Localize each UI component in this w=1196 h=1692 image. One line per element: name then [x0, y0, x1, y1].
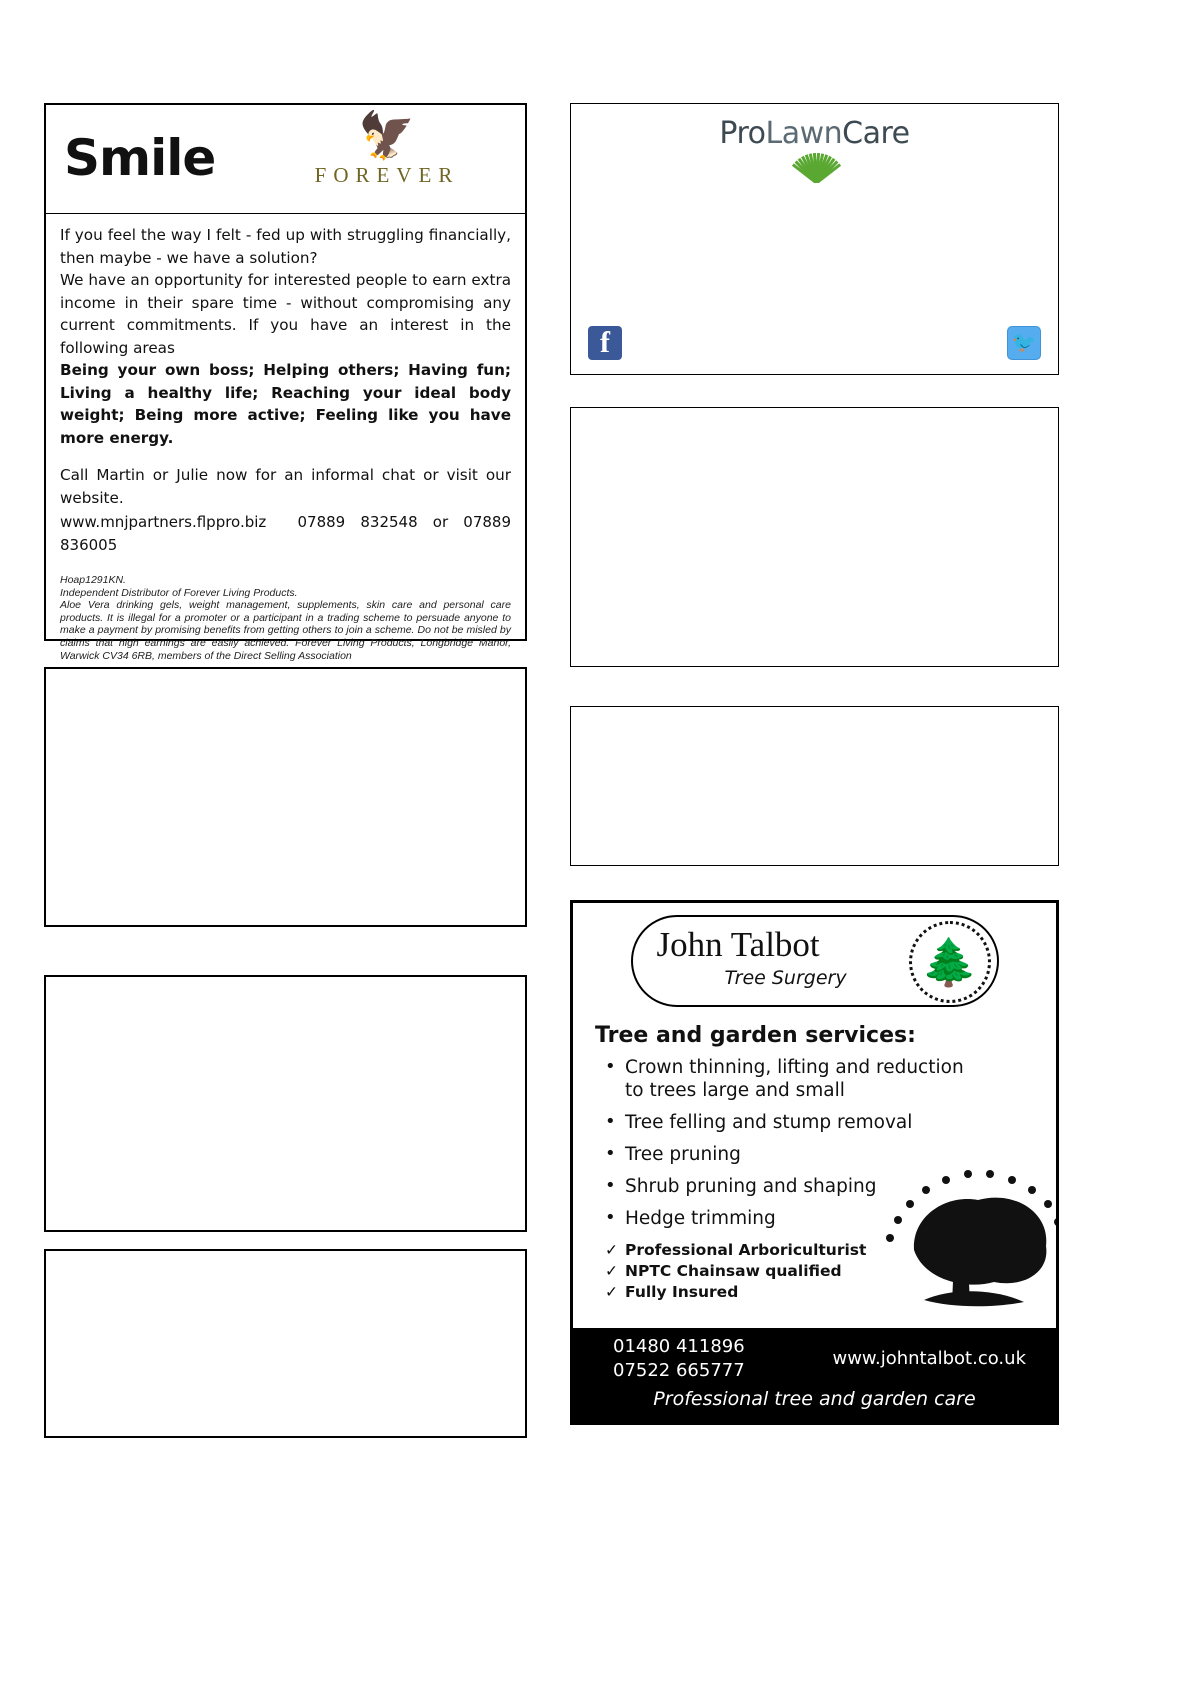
smile-smallprint-body: Aloe Vera drinking gels, weight management, supplements, skin care and personal care products. It is illegal for a promoter or a participant in a trading scheme to persuade anyone to make a payment by promising benefits from getting others to join a scheme. Do not be misled by claims that high earnings are easily achieved. Forever Living Products, Longbridge Manor, Warwick CV34 6RB, members of the Direct Selling Association — [60, 599, 511, 662]
talbot-services-heading: Tree and garden services: — [595, 1023, 916, 1048]
smile-paragraph-1: If you feel the way I felt - fed up with struggling financially, then maybe - we have a solution? — [60, 226, 511, 267]
smile-paragraph-3: Being your own boss; Helping others; Having fun; Living a healthy life; Reaching your ideal body weight; Being more active; Feeling like you have more energy. — [60, 361, 511, 447]
john-talbot-subtitle: Tree Surgery — [724, 967, 847, 989]
grass-fan-icon — [704, 153, 926, 183]
prolawncare-word-care: Care — [842, 116, 910, 151]
talbot-phone-landline: 01480 411896 — [613, 1336, 745, 1357]
smile-paragraph-4: Call Martin or Julie now for an informal chat or visit our website. — [60, 466, 511, 507]
smile-paragraph-2: We have an opportunity for interested people to earn extra income in their spare time - without compromising any current commitments. If you have an interest in the following areas — [60, 271, 511, 357]
smile-title: Smile — [64, 129, 216, 187]
tree-in-circle-icon: 🌲 — [909, 921, 991, 1003]
advert-placeholder-left-1 — [44, 667, 527, 927]
prolawncare-logo — [704, 116, 926, 183]
list-item: ✓ NPTC Chainsaw qualified — [603, 1261, 1056, 1282]
smile-website[interactable]: www.mnjpartners.flppro.biz — [60, 513, 267, 531]
smile-header — [46, 105, 525, 214]
list-item: • Shrub pruning and shaping — [603, 1175, 985, 1198]
talbot-slogan: Professional tree and garden care — [653, 1388, 976, 1410]
facebook-icon[interactable]: f — [588, 326, 622, 360]
talbot-services-list — [603, 1056, 1056, 1230]
advert-placeholder-right-1 — [570, 407, 1059, 667]
talbot-credentials-list — [603, 1240, 1056, 1303]
list-item: • Tree felling and stump removal — [603, 1111, 985, 1134]
smile-phones: 07889 832548 or 07889 836005 — [60, 513, 511, 554]
advert-placeholder-left-2 — [44, 975, 527, 1232]
smile-smallprint-line1: Independent Distributor of Forever Living Products. — [60, 586, 298, 599]
advert-placeholder-left-3 — [44, 1249, 527, 1438]
smile-body — [46, 214, 525, 562]
list-item: • Crown thinning, lifting and reduction to trees large and small — [603, 1056, 985, 1102]
talbot-phone-mobile: 07522 665777 — [613, 1360, 745, 1381]
talbot-website[interactable]: www.johntalbot.co.uk — [832, 1348, 1026, 1369]
smile-smallprint — [46, 574, 525, 670]
advert-prolawncare — [570, 103, 1059, 375]
john-talbot-logo — [631, 915, 999, 1007]
advert-placeholder-right-2 — [570, 706, 1059, 866]
smile-contact-line — [60, 511, 511, 556]
advert-john-talbot — [570, 900, 1059, 1425]
prolawncare-word-pro: Pro — [719, 116, 766, 151]
smile-smallprint-ref: Hoap1291KN. — [60, 574, 126, 586]
advert-smile-forever — [44, 103, 527, 662]
forever-wordmark: FOREVER — [314, 163, 460, 187]
prolawncare-wordmark — [704, 116, 926, 151]
twitter-icon[interactable]: 🐦 — [1007, 326, 1041, 360]
eagle-icon: 🦅 — [358, 109, 416, 161]
list-item: • Tree pruning — [603, 1143, 985, 1166]
prolawncare-word-lawn: Lawn — [765, 116, 843, 151]
list-item: ✓ Professional Arboriculturist — [603, 1240, 1056, 1261]
list-item: • Hedge trimming — [603, 1207, 985, 1230]
forever-logo — [307, 111, 467, 188]
john-talbot-name: John Talbot — [656, 925, 820, 964]
list-item: ✓ Fully Insured — [603, 1282, 1056, 1303]
talbot-footer — [573, 1328, 1056, 1422]
